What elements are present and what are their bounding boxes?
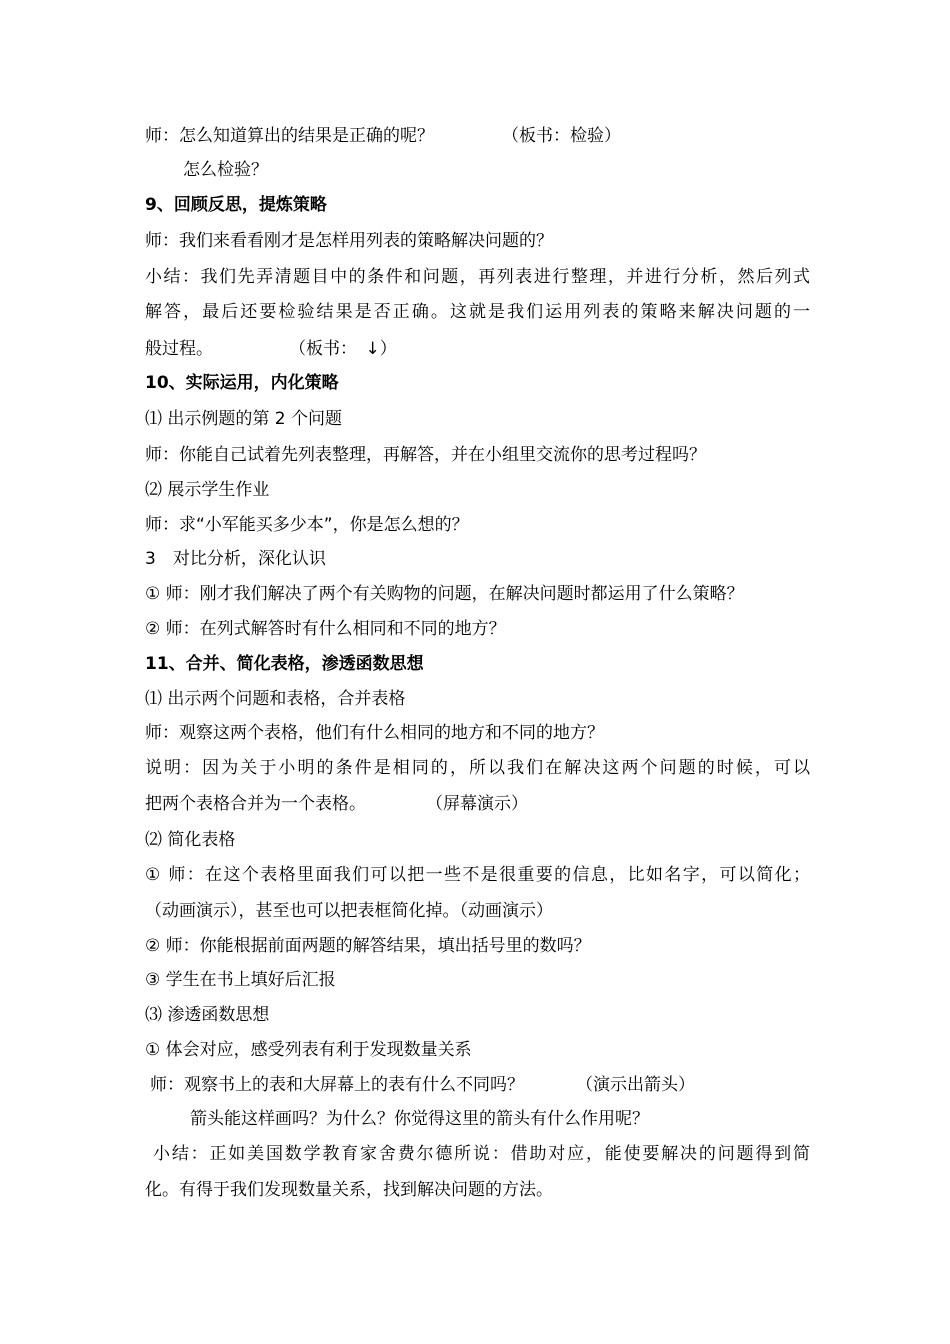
text-line: 3 对比分析，深化认识 [145,549,326,569]
board-note: （板书： ↓） [289,339,397,359]
line-text: 师：观察书上的表和大屏幕上的表有什么不同吗？ [150,1075,524,1095]
text-line: （动画演示），甚至也可以把表框简化掉。（动画演示） [145,901,553,921]
text-line: ⑶ 渗透函数思想 [145,1005,270,1025]
text-line: 小结：正如美国数学教育家舍费尔德所说：借助对应，能使要解决的问题得到简 [153,1144,810,1164]
text-line: 说明：因为关于小明的条件是相同的，所以我们在解决这两个问题的时候，可以 [145,758,810,778]
section-heading: 11、合并、简化表格，渗透函数思想 [145,654,424,674]
text-line: 师：观察这两个表格，他们有什么相同的地方和不同的地方？ [145,723,604,743]
line-text: 般过程。 [145,339,213,359]
text-line: 怎么检验？ [183,160,268,180]
text-line: 师：你能自己试着先列表整理，再解答，并在小组里交流你的思考过程吗？ [145,445,706,465]
text-line: 小结：我们先弄清题目中的条件和问题，再列表进行整理，并进行分析，然后列式 [145,267,810,287]
line-text: 把两个表格合并为一个表格。 [145,794,366,814]
text-line: ① 师：刚才我们解决了两个有关购物的问题，在解决问题时都运用了什么策略？ [145,584,744,604]
text-line: ② 师：你能根据前面两题的解答结果，填出括号里的数吗？ [145,936,591,956]
text-line: ⑴ 出示例题的第 2 个问题 [145,409,343,429]
section-heading: 10、实际运用，内化策略 [145,373,339,393]
text-line: ⑵ 展示学生作业 [145,480,270,500]
text-line [145,792,810,816]
text-line: 解答，最后还要检验结果是否正确。这就是我们运用列表的策略来解决问题的一 [145,302,810,322]
text-line: ⑵ 简化表格 [145,830,236,850]
text-line [150,1073,810,1097]
text-line: 师：求“小军能买多少本”，你是怎么想的？ [145,515,469,535]
board-note: （板书：检验） [502,126,621,146]
board-note: （屏幕演示） [426,794,528,814]
text-line: ① 体会对应，感受列表有利于发现数量关系 [145,1040,472,1060]
section-heading: 9、回顾反思，提炼策略 [145,195,327,215]
line-text: 师：怎么知道算出的结果是正确的呢？ [145,126,434,146]
text-line: 师：我们来看看刚才是怎样用列表的策略解决问题的？ [145,231,553,251]
text-line: 化。有得于我们发现数量关系，找到解决问题的方法。 [145,1180,553,1200]
board-note: （演示出箭头） [576,1075,695,1095]
text-line: ② 师：在列式解答时有什么相同和不同的地方？ [145,619,506,639]
text-line: ③ 学生在书上填好后汇报 [145,970,336,990]
text-line [145,124,810,148]
text-line: ⑴ 出示两个问题和表格，合并表格 [145,689,406,709]
text-line: 箭头能这样画吗？为什么？你觉得这里的箭头有什么作用呢？ [190,1109,649,1129]
text-line: ① 师：在这个表格里面我们可以把一些不是很重要的信息，比如名字，可以简化； [145,865,810,885]
text-line [145,337,810,361]
